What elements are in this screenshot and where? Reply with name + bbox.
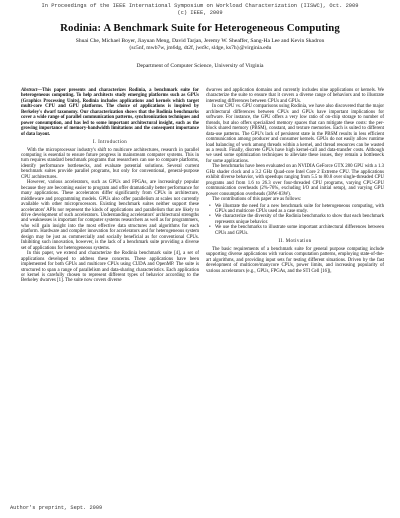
paragraph: However, various accelerators, such as GPUs and FPGAs, are increasingly popular because they are becoming easier to program and offer dramatically better performance for many applications. These accelerators differ significantly from CPUs in architecture, middleware and programming models. GPUs also offer parallelism at scales not currently available with other microprocessors. Existing benchmark suites neither support these accelerators' APIs nor represent the kinds of applications and parallelism that are likely to drive development of such accelerators. Understanding accelerators' architectural strengths and weaknesses is important for computer systems researchers as well as for programmers, who will gain insight into the most effective data structures and algorithms for each platform. Hardware and compiler innovation for accelerators and for heterogeneous system design may be just as commercially and socially beneficial as for conventional CPUs. Inhibiting such innovation, however, is the lack of a benchmark suite providing a diverse set of applications for heterogeneous systems. — [21, 180, 199, 251]
paragraph: In this paper, we extend and characterize the Rodinia benchmark suite [4], a set of applications developed to address these concerns. These applications have been implemented for both GPUs and multicore CPUs using CUDA and OpenMP. The suite is structured to span a range of parallelism and data-sharing characteristics. Each application or kernel is carefully chosen to represent different types of behavior according to the Berkeley dwarves [1]. The suite now covers diverse — [21, 251, 199, 284]
list-item — [206, 214, 384, 225]
list-item-text: We characterize the diversity of the Rodinia benchmarks to show that each benchmark represents unique behavior. — [215, 214, 384, 225]
author-names: Shuai Che, Michael Boyer, Jiayuan Meng, David Tarjan, Jeremy W. Sheaffer, Sang-Ha Lee and Kevin Skadron — [75, 38, 325, 44]
paragraph: The benchmarks have been evaluated on an NVIDIA GeForce GTX 280 GPU with a 1.3 GHz shader clock and a 3.2 GHz Quad-core Intel Core 2 Extreme CPU. The applications exhibit diverse behavior, with speedups ranging from 5.5 to 80.8 over single-threaded CPU programs and from 1.6 to 26.3 over four-threaded CPU programs, varying CPU-GPU communication overheads (2%-76%, excluding I/O and initial setup), and varying GPU power consumption overheads (38W-83W). — [206, 164, 384, 197]
abstract-text: —This paper presents and characterizes Rodinia, a benchmark suite for heterogeneous computing. To help architects study emerging platforms such as GPUs (Graphics Processing Units), Rodinia includes applications and kernels which target multi-core CPU and GPU platforms. The choice of applications is inspired by Berkeley's dwarf taxonomy. Our characterization shows that the Rodinia benchmarks cover a wide range of parallel communication patterns, synchronization techniques and power consumption, and has led to some important architectural insight, such as the growing importance of memory-bandwidth limitations and the consequent importance of data layout. — [21, 88, 199, 137]
paragraph: In our CPU vs. GPU comparisons using Rodinia, we have also discovered that the major architectural differences between CPUs and GPUs have important implications for software. For instance, the GPU offers a very low ratio of on-chip storage to number of threads, but also offers specialized memory spaces that can mitigate these costs: the per-block shared memory (PBSM), constant, and texture memories. Each is suited to different data-use patterns. The GPU's lack of persistent state in the PBSM results in less efficient communication among producer and consumer kernels. GPUs do not easily allow runtime load balancing of work among threads within a kernel, and thread resources can be wasted as a result. Finally, discrete GPUs have high kernel-call and data-transfer costs. Although we used some optimization techniques to alleviate these issues, they remain a bottleneck for some applications. — [206, 104, 384, 164]
list-item-text: We use the benchmarks to illustrate some important architectural differences between CPUs and GPUs. — [215, 225, 384, 236]
bullet-icon: • — [209, 225, 211, 231]
abstract-label: Abstract — [21, 88, 38, 93]
section-heading-motivation: II. Motivation — [278, 239, 312, 245]
author-block — [20, 38, 380, 52]
header-line-2: (c) IEEE, 2009 — [177, 9, 223, 16]
list-item — [206, 204, 384, 215]
paragraph: dwarves and application domains and currently includes nine applications or kernels. We characterize the suite to ensure that it covers a diverse range of behaviors and to illustrate interesting differences between CPUs and GPUs. — [206, 88, 384, 104]
contributions-list — [206, 204, 384, 237]
affiliation: Department of Computer Science, University of Virginia — [136, 63, 264, 69]
conference-header — [0, 3, 400, 16]
paper-title: Rodinia: A Benchmark Suite for Heterogeneous Computing — [60, 22, 340, 34]
section-heading-introduction: I. Introduction — [92, 140, 128, 146]
paragraph: The basic requirements of a benchmark suite for general purpose computing include supporting diverse applications with various computation patterns, employing state-of-the-art algorithms, and providing input sets for testing different situations. Driven by the fast development of multicore/manycore CPUs, power limits, and increasing popularity of various accelerators (e.g., GPUs, FPGAs, and the STI Cell [16]), — [206, 246, 384, 274]
preprint-footer: Author's preprint, Sept. 2009 — [10, 505, 103, 511]
header-line-1: In Proceedings of the IEEE International Symposium on Workload Characterization (IISWC), Oct. 2009 — [41, 3, 359, 9]
list-item-text: We illustrate the need for a new benchmark suite for heterogeneous computing, with GPUs and multicore CPUs used as a case study. — [215, 203, 384, 214]
paragraph: With the microprocessor industry's shift to multicore architectures, research in parallel computing is essential to ensure future progress in mainstream computer systems. This in turn requires standard benchmark programs that researchers can use to compare platforms, identify performance bottlenecks, and evaluate potential solutions. Several current benchmark suites provide parallel programs, but only for conventional, general-purpose CPU architectures. — [21, 147, 199, 180]
left-column — [21, 88, 199, 284]
bullet-icon: • — [209, 203, 211, 209]
right-column — [206, 88, 384, 274]
abstract — [21, 88, 199, 137]
list-item — [206, 225, 384, 236]
bullet-icon: • — [209, 214, 211, 220]
paragraph: The contributions of this paper are as follows: — [212, 197, 302, 203]
author-emails: {sc5nf, mwb7w, jm6dg, dt2f, jws9c, sl4ge, ks7h}@virginia.edu — [128, 45, 272, 51]
